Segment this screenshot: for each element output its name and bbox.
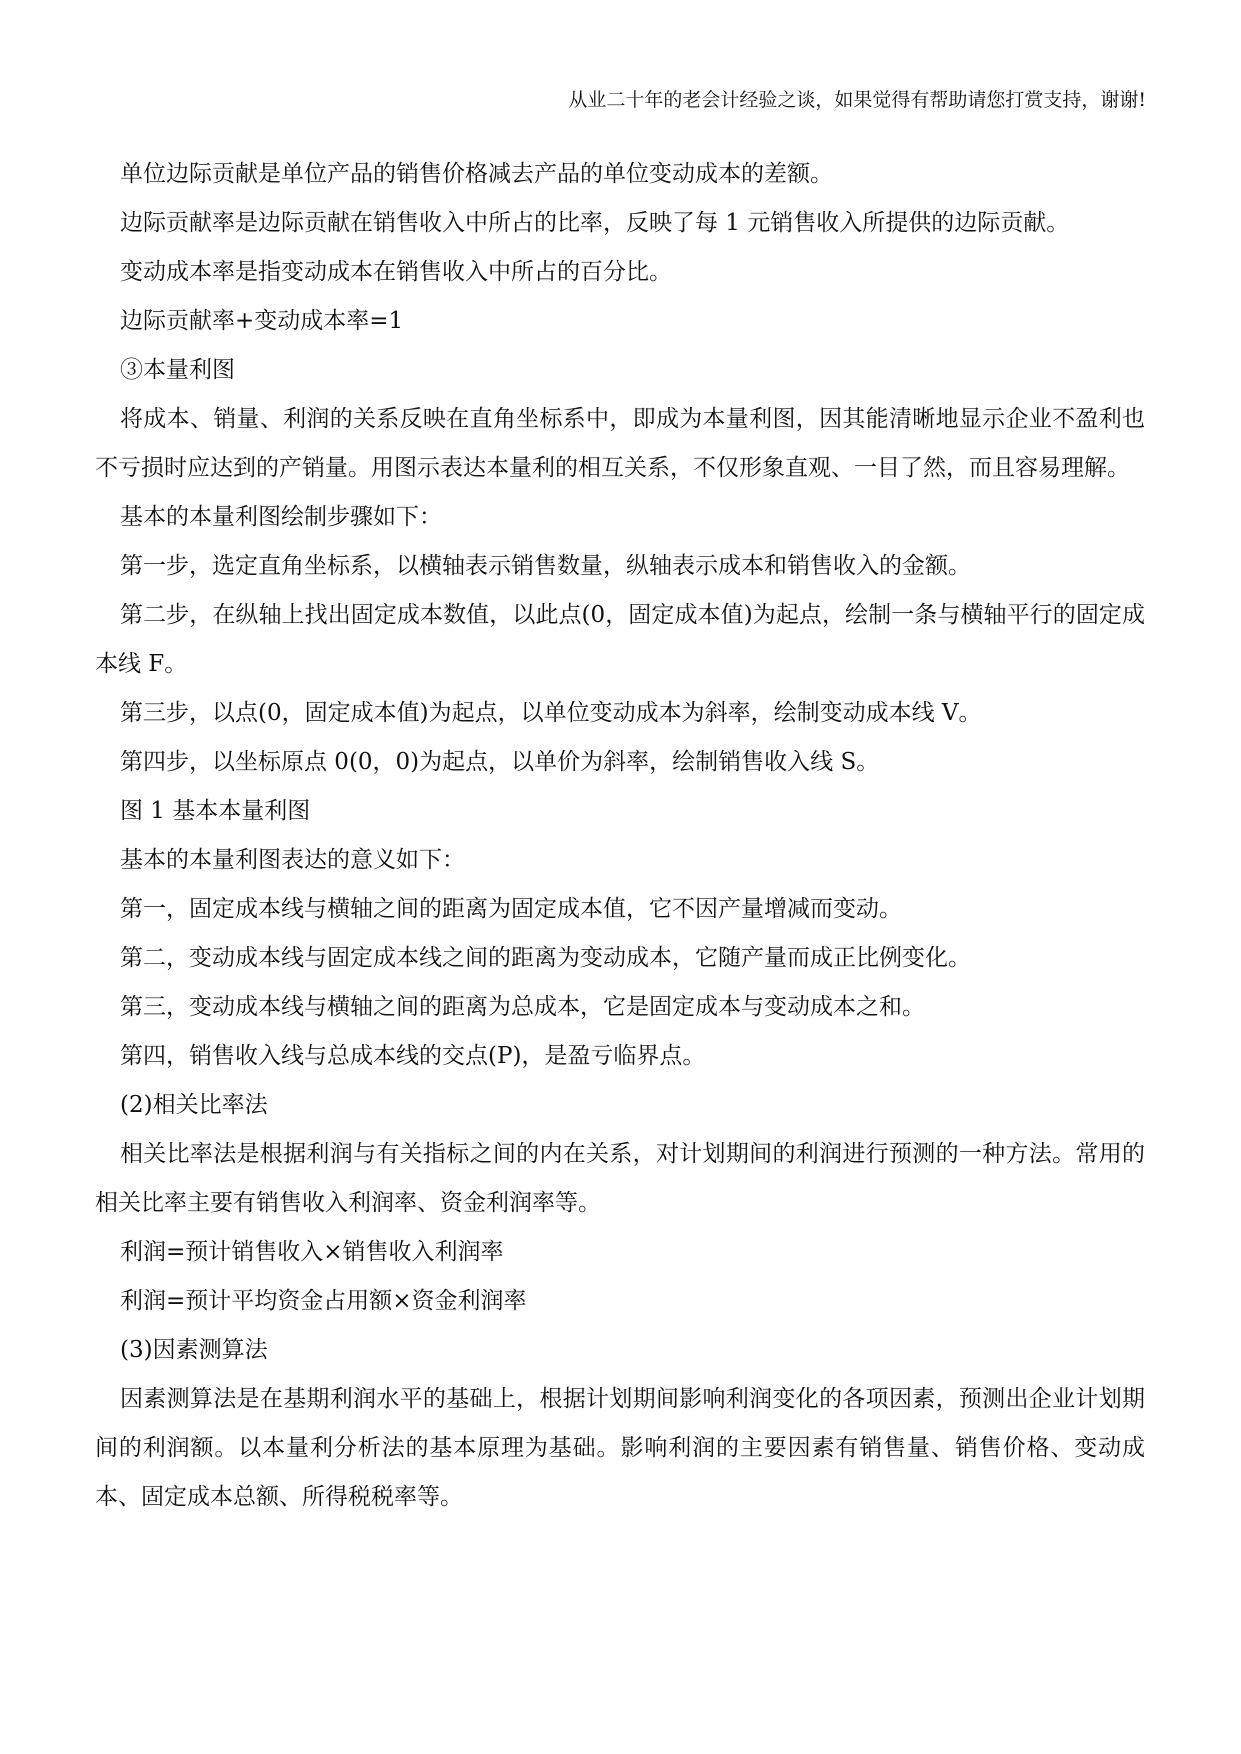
paragraph: 基本的本量利图表达的意义如下： (120, 847, 465, 873)
section-heading: ③本量利图 (120, 357, 235, 383)
step-item: 第二步，在纵轴上找出固定成本数值，以此点(0，固定成本值)为起点，绘制一条与横轴平行的固定成本线 F。 (95, 602, 1145, 677)
formula: 边际贡献率+变动成本率=1 (120, 308, 404, 334)
header-note: 从业二十年的老会计经验之谈，如果觉得有帮助请您打赏支持，谢谢! (568, 89, 1146, 111)
step-item: 第一步，选定直角坐标系，以横轴表示销售数量，纵轴表示成本和销售收入的金额。 (120, 553, 971, 579)
paragraph: 基本的本量利图绘制步骤如下： (120, 504, 442, 530)
meaning-item: 第二，变动成本线与固定成本线之间的距离为变动成本，它随产量而成正比例变化。 (120, 945, 971, 971)
formula: 利润=预计平均资金占用额×资金利润率 (120, 1288, 527, 1314)
step-item: 第三步，以点(0，固定成本值)为起点，以单位变动成本为斜率，绘制变动成本线 V。 (120, 700, 982, 726)
formula: 利润=预计销售收入×销售收入利润率 (120, 1239, 504, 1265)
step-item: 第四步，以坐标原点 0(0，0)为起点，以单价为斜率，绘制销售收入线 S。 (120, 749, 880, 775)
meaning-item: 第四，销售收入线与总成本线的交点(P)，是盈亏临界点。 (120, 1043, 706, 1069)
paragraph: 因素测算法是在基期利润水平的基础上，根据计划期间影响利润变化的各项因素，预测出企业计划期间的利润额。以本量利分析法的基本原理为基础。影响利润的主要因素有销售量、销售价格、变动成本、固定成本总额、所得税税率等。 (95, 1386, 1145, 1510)
document-body (95, 150, 1145, 1522)
section-heading: (3)因素测算法 (120, 1337, 268, 1363)
paragraph: 将成本、销量、利润的关系反映在直角坐标系中，即成为本量利图，因其能清晰地显示企业不盈利也不亏损时应达到的产销量。用图示表达本量利的相互关系，不仅形象直观、一目了然，而且容易理解。 (95, 406, 1145, 481)
paragraph: 边际贡献率是边际贡献在销售收入中所占的比率，反映了每 1 元销售收入所提供的边际贡献。 (120, 210, 1070, 236)
paragraph: 相关比率法是根据利润与有关指标之间的内在关系，对计划期间的利润进行预测的一种方法。常用的相关比率主要有销售收入利润率、资金利润率等。 (95, 1141, 1145, 1216)
meaning-item: 第三，变动成本线与横轴之间的距离为总成本，它是固定成本与变动成本之和。 (120, 994, 925, 1020)
paragraph: 单位边际贡献是单位产品的销售价格减去产品的单位变动成本的差额。 (120, 161, 833, 187)
meaning-item: 第一，固定成本线与横轴之间的距离为固定成本值，它不因产量增减而变动。 (120, 896, 902, 922)
paragraph: 变动成本率是指变动成本在销售收入中所占的百分比。 (120, 259, 672, 285)
figure-caption: 图 1 基本本量利图 (120, 798, 311, 824)
section-heading: (2)相关比率法 (120, 1092, 268, 1118)
